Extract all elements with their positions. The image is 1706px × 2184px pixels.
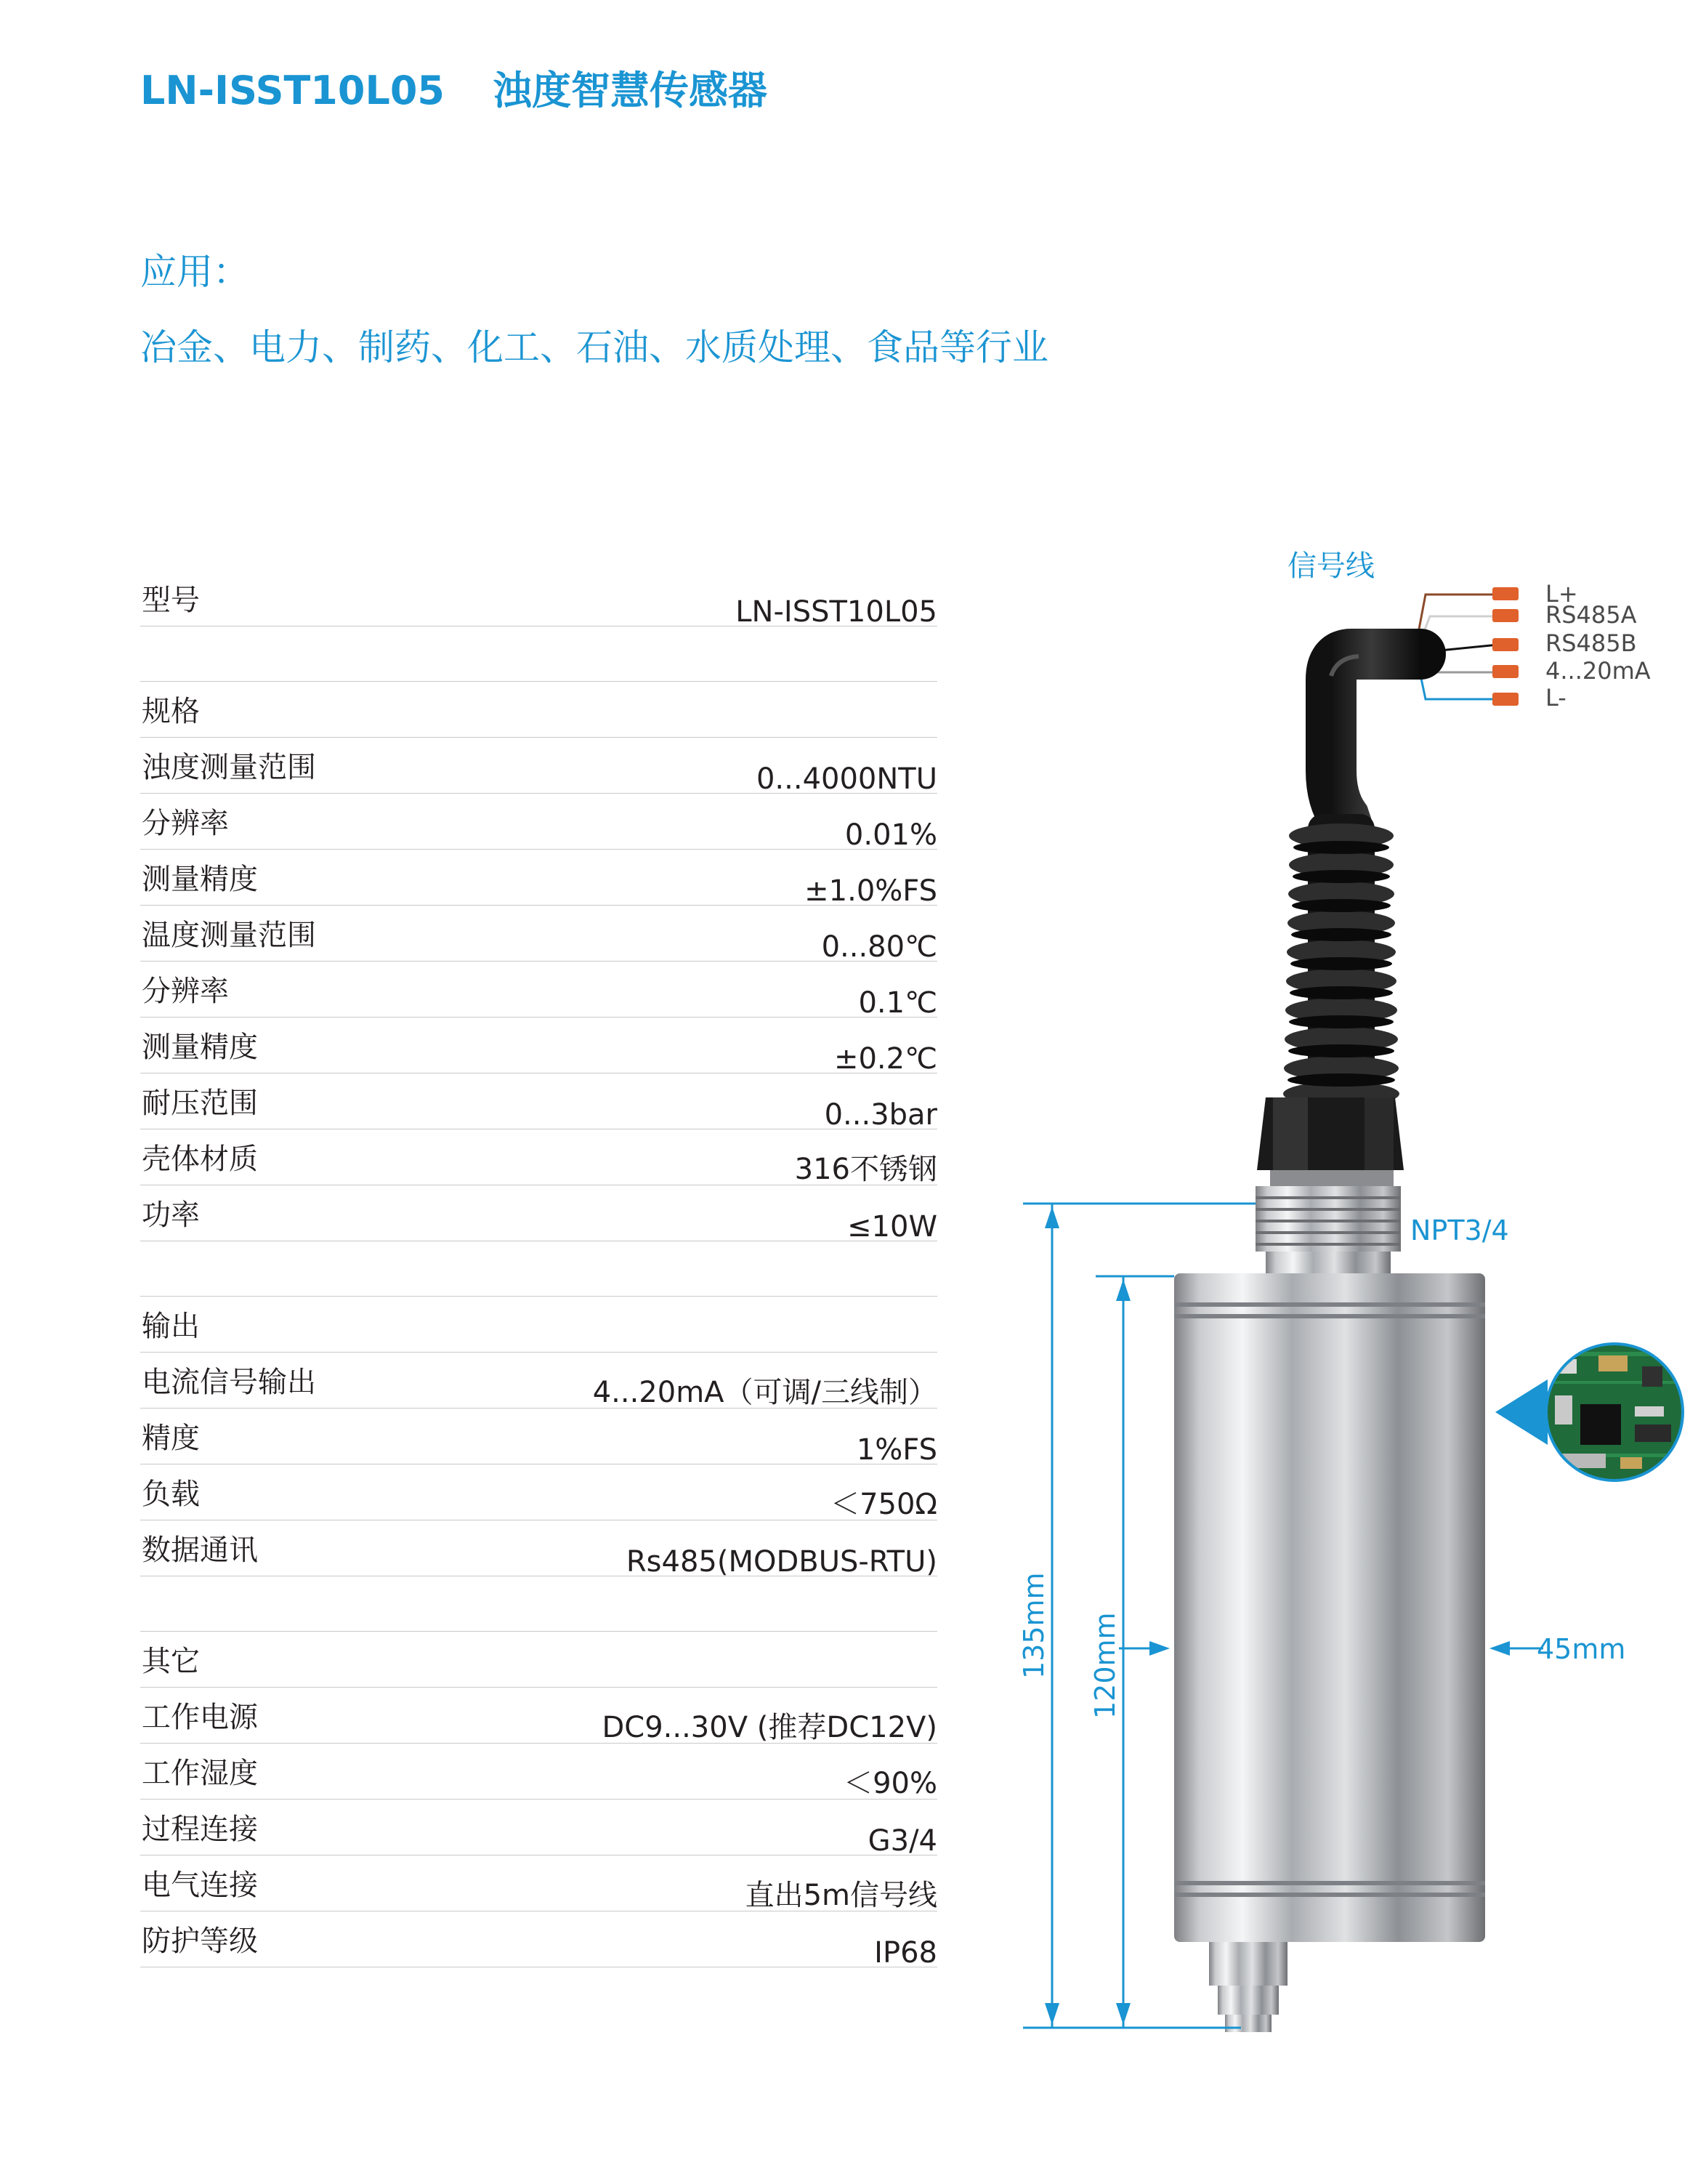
spec-key: 负载: [142, 1478, 200, 1511]
pcb-inset: [1495, 1337, 1693, 1490]
spec-value: 0.1℃: [858, 986, 937, 1020]
sensor-body: [1174, 1273, 1485, 1942]
application-industries: 冶金、电力、制药、化工、石油、水质处理、食品等行业: [140, 326, 1048, 368]
cable-gland-nut: [1257, 1097, 1404, 1186]
wire-label: 4...20mA: [1545, 657, 1651, 685]
title-product-name: 浊度智慧传感器: [493, 68, 768, 113]
spec-value: 1%FS: [856, 1433, 937, 1467]
spec-key: 型号: [142, 584, 200, 617]
spec-value: 0...3bar: [824, 1098, 937, 1132]
dimension-diameter: 45mm: [1537, 1633, 1626, 1665]
thread-spec-label: NPT3/4: [1410, 1214, 1509, 1246]
title-model: LN-ISST10L05: [140, 68, 445, 113]
cable: [1331, 654, 1420, 829]
spec-value: ＜750Ω: [830, 1488, 937, 1521]
spec-key: 耐压范围: [142, 1087, 258, 1120]
spec-value: ±1.0%FS: [804, 874, 937, 908]
spec-key: 电流信号输出: [142, 1366, 316, 1399]
spec-key: 功率: [142, 1198, 200, 1232]
spec-value: DC9...30V (推荐DC12V): [602, 1711, 937, 1744]
spec-key: 温度测量范围: [142, 919, 316, 952]
spec-key: 电气连接: [142, 1869, 258, 1902]
spec-key: 过程连接: [142, 1813, 258, 1846]
application-label: 应用：: [140, 251, 249, 293]
wire-label: L-: [1545, 684, 1566, 712]
spec-value: G3/4: [868, 1824, 937, 1858]
section-title: 输出: [142, 1310, 200, 1343]
sensor-probe-tip: [1209, 1942, 1287, 2032]
spec-key: 壳体材质: [142, 1143, 258, 1176]
spec-value: IP68: [874, 1936, 937, 1970]
spec-value: ≤10W: [847, 1210, 937, 1244]
spec-key: 分辨率: [142, 807, 229, 840]
wire-label: L+: [1545, 580, 1578, 608]
dimension-body-height: 120mm: [1089, 1612, 1121, 1719]
spec-key: 精度: [142, 1422, 200, 1455]
dimension-total-height: 135mm: [1018, 1572, 1050, 1679]
spec-value: 0.01%: [844, 818, 937, 852]
thread-connector: [1256, 1186, 1401, 1273]
wire-label: RS485A: [1545, 601, 1637, 629]
spec-value: Rs485(MODBUS-RTU): [626, 1545, 937, 1579]
section-title: 其它: [142, 1645, 200, 1678]
spec-value: LN-ISST10L05: [735, 595, 937, 629]
spec-value: 316不锈钢: [794, 1153, 937, 1186]
spec-key: 工作湿度: [142, 1757, 258, 1790]
spec-key: 测量精度: [142, 863, 258, 896]
spec-value: ±0.2℃: [833, 1042, 937, 1076]
spec-key: 浊度测量范围: [142, 751, 316, 784]
spec-value: 4...20mA（可调/三线制）: [592, 1376, 937, 1409]
spec-value: 0...80℃: [821, 930, 937, 964]
wire-label: RS485B: [1545, 629, 1637, 657]
spec-key: 数据通讯: [142, 1534, 258, 1567]
spec-key: 分辨率: [142, 975, 229, 1008]
signal-wires: [1415, 580, 1651, 712]
spec-key: 工作电源: [142, 1701, 258, 1734]
spec-value: ＜90%: [844, 1767, 937, 1800]
spec-value: 直出5m信号线: [745, 1879, 937, 1912]
spec-key: 测量精度: [142, 1031, 258, 1064]
spec-value: 0...4000NTU: [756, 762, 937, 796]
section-title: 规格: [142, 695, 200, 728]
signal-line-label: 信号线: [1287, 549, 1375, 583]
strain-relief: [1283, 814, 1399, 1119]
spec-key: 防护等级: [142, 1925, 258, 1958]
